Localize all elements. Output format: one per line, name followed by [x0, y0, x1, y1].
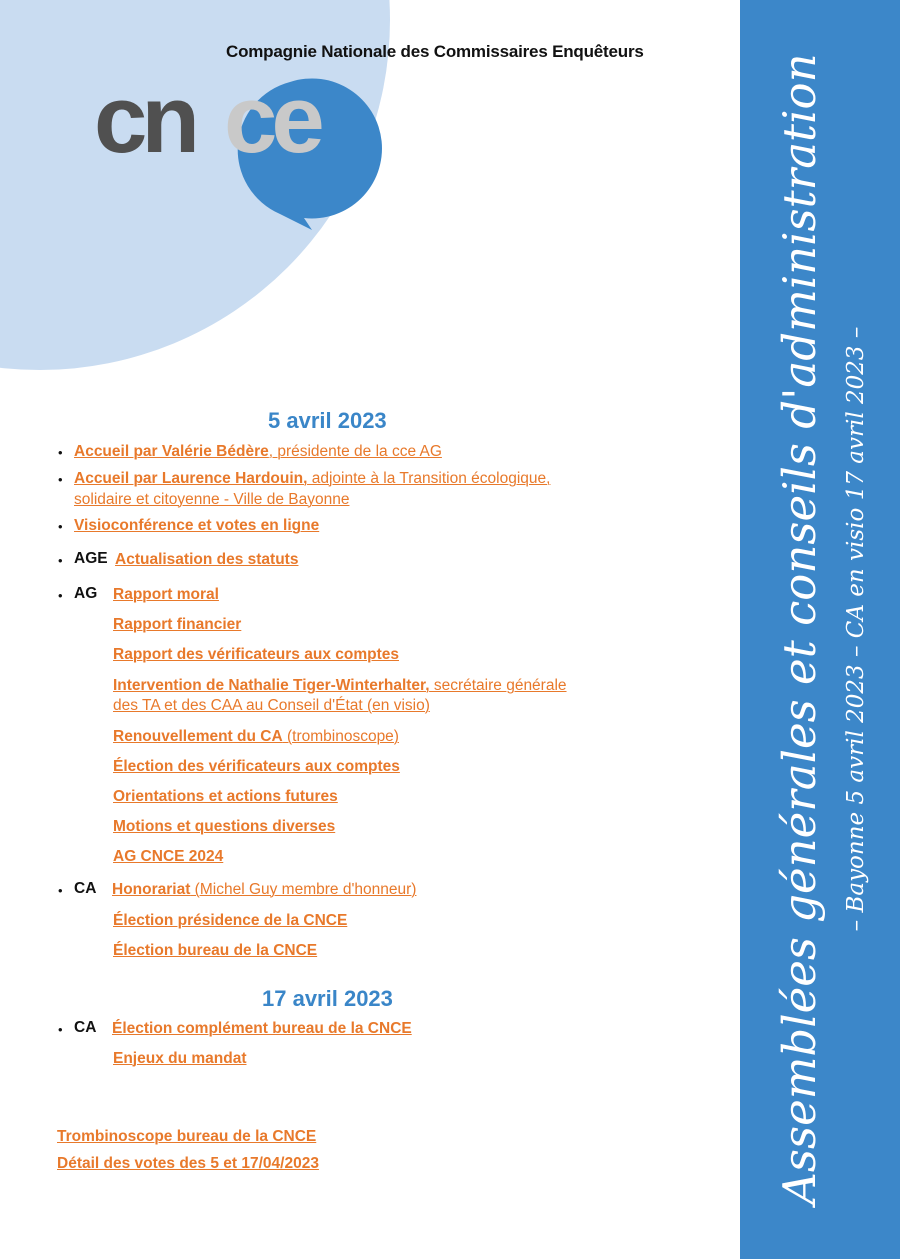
- link-rapport-moral[interactable]: Rapport moral: [113, 586, 219, 603]
- tag-ca: CA: [74, 880, 97, 897]
- tag-age: AGE: [74, 550, 108, 567]
- link-trombinoscope-bureau[interactable]: Trombinoscope bureau de la CNCE: [57, 1128, 317, 1145]
- logo-text-light: ce: [224, 74, 319, 173]
- link-visioconference[interactable]: Visioconférence et votes en ligne: [74, 517, 320, 534]
- bullet: •: [58, 553, 63, 568]
- cnce-logo: [90, 74, 390, 234]
- link-rapport-financier[interactable]: Rapport financier: [113, 616, 242, 633]
- date-heading-day2: 17 avril 2023: [262, 986, 393, 1011]
- bullet: •: [58, 445, 63, 460]
- link-accueil-hardouin-line2[interactable]: solidaire et citoyenne - Ville de Bayonne: [74, 491, 350, 508]
- link-honorariat[interactable]: Honorariat (Michel Guy membre d'honneur): [112, 881, 417, 898]
- link-detail-votes[interactable]: Détail des votes des 5 et 17/04/2023: [57, 1155, 319, 1172]
- sidebar-banner: [740, 0, 900, 1259]
- logo-text-dark: cn: [94, 74, 195, 173]
- date-heading-day1: 5 avril 2023: [268, 408, 387, 433]
- link-election-complement-bureau[interactable]: Élection complément bureau de la CNCE: [112, 1020, 412, 1037]
- link-election-presidence[interactable]: Élection présidence de la CNCE: [113, 912, 348, 929]
- bullet: •: [58, 588, 63, 603]
- link-election-verificateurs[interactable]: Élection des vérificateurs aux comptes: [113, 758, 400, 775]
- link-intervention-line2[interactable]: des TA et des CAA au Conseil d'État (en visio): [113, 697, 430, 714]
- link-actualisation-statuts[interactable]: Actualisation des statuts: [115, 551, 299, 568]
- sidebar-title: Assemblées générales et conseils d'administration: [773, 53, 826, 1205]
- bullet: •: [58, 883, 63, 898]
- link-orientations[interactable]: Orientations et actions futures: [113, 788, 338, 805]
- bullet: •: [58, 519, 63, 534]
- link-accueil-bedere[interactable]: Accueil par Valérie Bédère, présidente de la cce AG: [74, 443, 442, 460]
- bullet: •: [58, 1022, 63, 1037]
- link-intervention-tiger-winterhalter[interactable]: Intervention de Nathalie Tiger-Winterhalter, secrétaire générale: [113, 677, 567, 694]
- organization-name: Compagnie Nationale des Commissaires Enquêteurs: [226, 42, 644, 61]
- link-renouvellement-ca[interactable]: Renouvellement du CA (trombinoscope): [113, 728, 399, 745]
- tag-ca-day2: CA: [74, 1019, 97, 1036]
- sidebar-text: [764, 19, 876, 1239]
- tag-ag: AG: [74, 585, 98, 602]
- bullet: •: [58, 472, 63, 487]
- link-ag-cnce-2024[interactable]: AG CNCE 2024: [113, 848, 224, 865]
- link-election-bureau[interactable]: Élection bureau de la CNCE: [113, 942, 318, 959]
- link-motions[interactable]: Motions et questions diverses: [113, 818, 336, 835]
- link-accueil-hardouin[interactable]: Accueil par Laurence Hardouin, adjointe à la Transition écologique,: [74, 470, 551, 487]
- link-rapport-verificateurs[interactable]: Rapport des vérificateurs aux comptes: [113, 646, 399, 663]
- sidebar-subtitle: – Bayonne 5 avril 2023 – CA en visio 17 avril 2023 –: [843, 326, 869, 932]
- link-enjeux-mandat[interactable]: Enjeux du mandat: [113, 1050, 247, 1067]
